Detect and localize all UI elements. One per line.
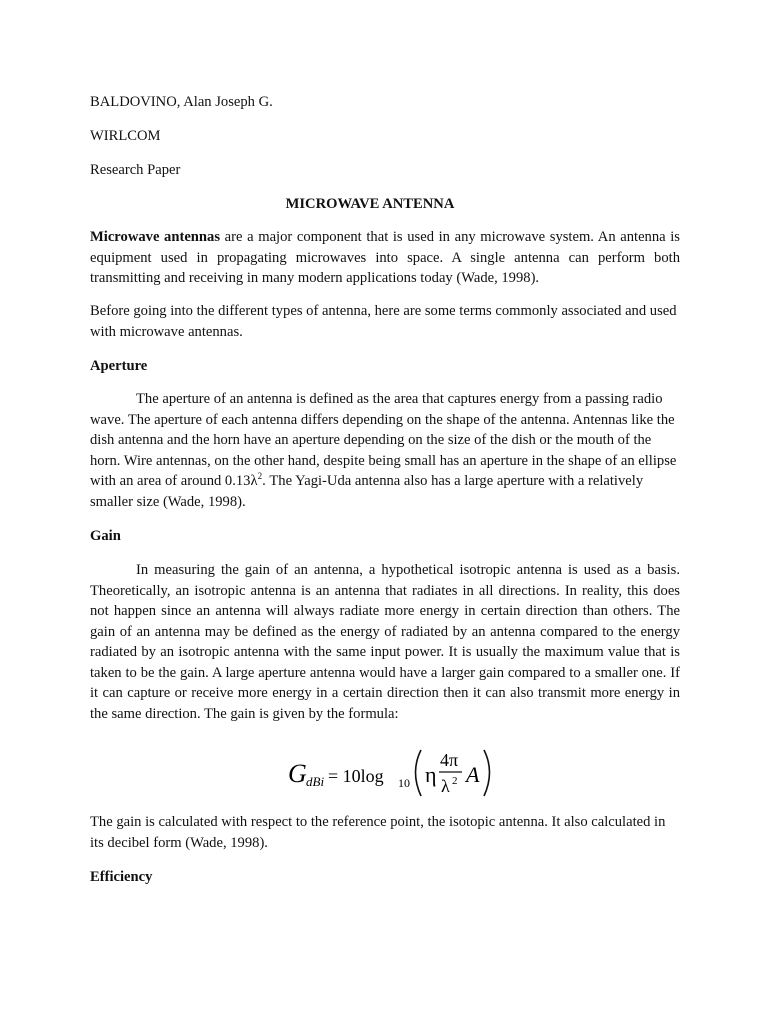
doc-type-line: Research Paper bbox=[90, 162, 181, 178]
efficiency-heading: Efficiency bbox=[90, 869, 153, 885]
formula-g: G bbox=[288, 759, 307, 788]
formula-log-sub: 10 bbox=[398, 776, 410, 790]
gain-heading: Gain bbox=[90, 528, 121, 544]
aperture-text: The aperture of an antenna is defined as the area that captures energy from a passing radio wave. The aperture of each antenna differs depending on the shape of the antenna. Antennas like the dish antenna and the horn have an aperture depending on the size of the dish or the mouth of the horn. Wire antennas, on the other hand, despite being small has an aperture in the shape of an ellipse with an area of around 0.13λ bbox=[90, 391, 677, 489]
aperture-paragraph bbox=[90, 389, 680, 512]
aperture-text-end: . The Yagi-Uda antenna also has a large aperture with a relatively smaller size (Wade, 1998). bbox=[90, 473, 644, 510]
intro-paragraph bbox=[90, 227, 680, 289]
author-line: BALDOVINO, Alan Joseph G. bbox=[90, 94, 273, 110]
terms-paragraph: Before going into the different types of antenna, here are some terms commonly associated and used with microwave antennas. bbox=[90, 303, 677, 340]
formula-g-sub: dBi bbox=[306, 774, 325, 789]
gain-formula bbox=[288, 744, 498, 800]
formula-eta: η bbox=[425, 762, 437, 787]
intro-lead-term: Microwave antennas bbox=[90, 229, 221, 245]
gain-paragraph: In measuring the gain of an antenna, a hypothetical isotropic antenna is used as a basis. Theoretically, an isotropic antenna is an antenna that radiates in all directions. In reality, this does not happen since an antenna will always radiate more energy in certain direction than others. The gain of an antenna may be defined as the energy of radiated by an antenna compared to the energy radiated by an isotropic antenna with the same input power. It is usually the maximum value that is taken to be the gain. A large aperture antenna would have a larger gain compared to a smaller one. If it can capture or receive more energy in a certain direction then it can also transmit more energy in the same direction. The gain is given by the formula: bbox=[90, 562, 680, 722]
gain-followup: The gain is calculated with respect to the reference point, the isotopic antenna. It also calculated in its decibel form (Wade, 1998). bbox=[90, 814, 666, 851]
formula-a: A bbox=[466, 762, 480, 787]
aperture-heading: Aperture bbox=[90, 358, 148, 374]
formula-log: = 10log bbox=[328, 766, 384, 786]
formula-right-paren bbox=[484, 750, 490, 796]
formula-left-paren bbox=[416, 750, 422, 796]
course-line: WIRLCOM bbox=[90, 128, 161, 144]
intro-text: are a major component that is used in any microwave system. An antenna is equipment used in propagating microwaves into space. A single antenna can perform both transmitting and receiving in many modern applications today (Wade, 1998). bbox=[90, 229, 680, 286]
aperture-superscript: 2 bbox=[257, 471, 263, 481]
formula-denominator-sup: 2 bbox=[452, 775, 458, 787]
formula-numerator: 4π bbox=[440, 750, 459, 770]
page-title: MICROWAVE ANTENNA bbox=[285, 196, 455, 212]
formula-denominator: λ bbox=[441, 776, 450, 796]
